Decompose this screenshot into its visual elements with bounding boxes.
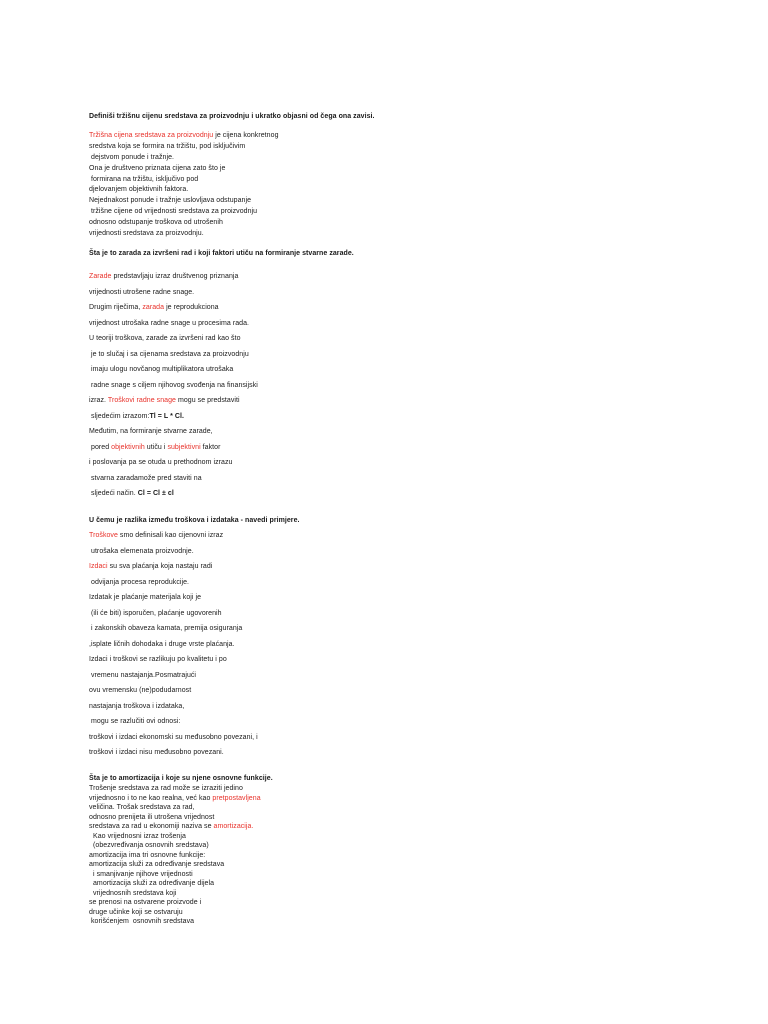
q4-line: amortizacija služi za određivanje dijela — [89, 880, 215, 887]
q2-line-text: izraz. — [89, 397, 108, 404]
q2-line-text: Drugim riječima, — [89, 304, 143, 311]
q4-line: veličina. Trošak sredstava za rad, — [89, 804, 195, 811]
q1-paragraph-first-line — [89, 131, 279, 140]
q3-line: (ili će biti) isporučen, plaćanje ugovorenih — [89, 610, 222, 617]
q4-line: (obezvređivanja osnovnih sredstava) — [89, 842, 209, 849]
q3-line-text: smo definisali kao cijenovni izraz — [117, 532, 224, 539]
q3-line: odvijanja procesa reprodukcije. — [89, 579, 190, 586]
q2-formula: Tl = L * Cl. — [149, 413, 184, 420]
q3-line: troškovi i izdaci ekonomski su međusobno povezani, i — [89, 734, 258, 741]
q2-line — [89, 303, 219, 312]
q3-line-text: su sva plaćanja koja nastaju radi — [107, 563, 213, 570]
q3-term-izdaci: Izdaci — [89, 563, 108, 570]
q4-line — [89, 794, 261, 803]
q4-line: korišćenjem osnovnih sredstava — [89, 918, 195, 925]
q2-line: i poslovanja pa se otuda u prethodnom izrazu — [89, 459, 233, 466]
q2-line-text: pored — [89, 444, 112, 451]
q1-line: tržišne cijene od vrijednosti sredstava za proizvodnju — [89, 208, 258, 215]
q2-line: je to slučaj i sa cijenama sredstava za proizvodnju — [89, 351, 249, 358]
q2-line-text: mogu se predstaviti — [175, 397, 240, 404]
q3-line: Izdaci i troškovi se razlikuju po kvalitetu i po — [89, 656, 227, 663]
q1-first-line-rest: je cijena konkretnog — [213, 132, 279, 139]
q2-line-text: utiču i — [144, 444, 168, 451]
q2-line: radne snage s ciljem njihovog svođenja na finansijski — [89, 382, 258, 389]
q4-line-text: sredstava za rad u ekonomiji naziva se — [89, 823, 214, 830]
q3-line: vremenu nastajanja.Posmatrajući — [89, 672, 197, 679]
q1-heading: Definiši tržišnu cijenu sredstava za proizvodnju i ukratko objasni od čega ona zavisi. — [89, 113, 375, 120]
q3-line — [89, 531, 223, 540]
q2-line: U teoriji troškova, zarade za izvršeni rad kao što — [89, 335, 241, 342]
q2-term-subjektivni: subjektivni — [167, 444, 201, 451]
q2-line — [89, 443, 220, 452]
q1-line: Ona je društveno priznata cijena zato što je — [89, 165, 226, 172]
q4-line: i smanjivanje njihove vrijednosti — [89, 871, 193, 878]
q2-formula: Cl = Cl ± cl — [137, 490, 174, 497]
q2-line — [89, 489, 174, 498]
q2-line — [89, 272, 238, 281]
q4-line: odnosno prenijeta ili utrošena vrijednost — [89, 814, 215, 821]
q4-line: amortizacija služi za određivanje sredstava — [89, 861, 225, 868]
q2-line-text: predstavljaju izraz društvenog priznanja — [111, 273, 239, 280]
q3-line: mogu se razlučiti ovi odnosi: — [89, 718, 181, 725]
q2-line: vrijednost utrošaka radne snage u procesima rada. — [89, 320, 250, 327]
q1-line: Nejednakost ponude i tražnje uslovljava odstupanje — [89, 197, 252, 204]
q4-line: amortizacija ima tri osnovne funkcije: — [89, 852, 206, 859]
q3-line: ovu vremensku (ne)podudarnost — [89, 687, 192, 694]
q3-line: troškovi i izdaci nisu međusobno povezani. — [89, 749, 224, 756]
q2-line: stvarna zaradamože pred staviti na — [89, 475, 202, 482]
q2-heading: Šta je to zarada za izvršeni rad i koji faktori utiču na formiranje stvarne zarade. — [89, 250, 354, 257]
q3-term-troskove: Troškove — [89, 532, 118, 539]
q2-line-text: sljedeći način. — [89, 490, 138, 497]
q3-line: nastajanja troškova i izdataka, — [89, 703, 185, 710]
q2-term-objektivnih: objektivnih — [111, 444, 145, 451]
q2-line-text: je reprodukciona — [164, 304, 219, 311]
q1-line: vrijednosti sredstava za proizvodnju. — [89, 230, 204, 237]
q3-line: Izdatak je plaćanje materijala koji je — [89, 594, 202, 601]
q4-line — [89, 822, 253, 831]
q2-term-zarada: zarada — [142, 304, 165, 311]
q2-term-zarade: Zarade — [89, 273, 112, 280]
q2-line: Međutim, na formiranje stvarne zarade, — [89, 428, 213, 435]
q4-line: Kao vrijednosni izraz trošenja — [89, 833, 186, 840]
q4-line: se prenosi na ostvarene proizvode i — [89, 899, 202, 906]
q3-line: i zakonskih obaveza kamata, premija osiguranja — [89, 625, 243, 632]
q1-term: Tržišna cijena sredstava za proizvodnju — [89, 132, 214, 139]
q4-line-text: vrijednosno i to ne kao realna, već kao — [89, 795, 213, 802]
q3-heading: U čemu je razlika između troškova i izdataka - navedi primjere. — [89, 517, 300, 524]
q2-line — [89, 396, 240, 405]
q2-line-text: sljedećim izrazom: — [89, 413, 150, 420]
q4-line: Trošenje sredstava za rad može se izraziti jedino — [89, 785, 243, 792]
q3-line: ,isplate ličnih dohodaka i druge vrste plaćanja. — [89, 641, 235, 648]
q2-line-text: faktor — [200, 444, 221, 451]
q4-line: druge učinke koji se ostvaruju — [89, 909, 183, 916]
q1-line: sredstva koja se formira na tržištu, pod isključivim — [89, 143, 246, 150]
q2-term-troskovi-radne-snage: Troškovi radne snage — [107, 397, 176, 404]
q3-line — [89, 562, 212, 571]
q4-term-amortizacija: amortizacija. — [213, 823, 254, 830]
q1-line: odnosno odstupanje troškova od utrošenih — [89, 219, 223, 226]
q4-line: vrijednosnih sredstava koji — [89, 890, 177, 897]
q2-line: imaju ulogu novčanog multiplikatora utrošaka — [89, 366, 234, 373]
q1-line: formirana na tržištu, isključivo pod — [89, 176, 199, 183]
q1-line: dejstvom ponude i tražnje. — [89, 154, 175, 161]
q3-line: utrošaka elemenata proizvodnje. — [89, 548, 194, 555]
q4-term-pretpostavljena: pretpostavljena — [212, 795, 261, 802]
q1-line: djelovanjem objektivnih faktora. — [89, 186, 189, 193]
q2-line: vrijednosti utrošene radne snage. — [89, 289, 195, 296]
q2-line — [89, 412, 184, 421]
q4-heading: Šta je to amortizacija i koje su njene osnovne funkcije. — [89, 775, 273, 782]
